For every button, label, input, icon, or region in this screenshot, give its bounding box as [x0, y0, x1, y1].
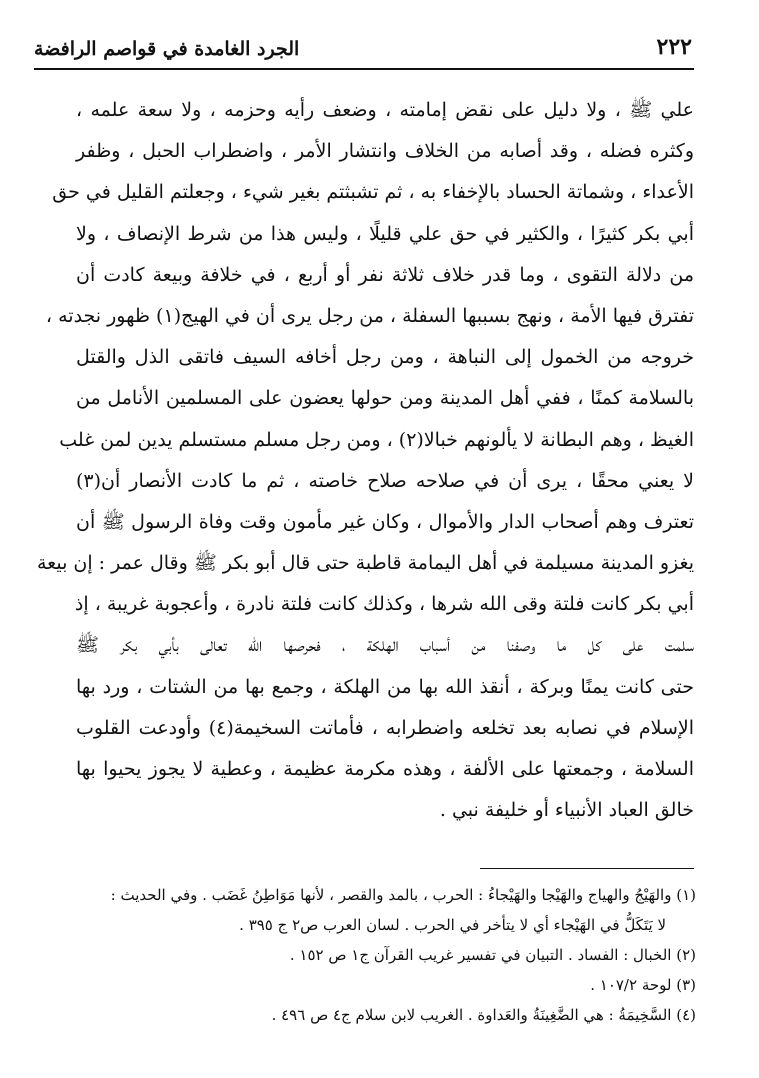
text-line: أبي بكر كثيرًا ، والكثير في حق علي قليلًا ، وليس هذا من شرط الإنصاف ، ولا: [76, 222, 694, 245]
text-line: الإسلام في نصابه بعد تخلعه واضطرابه ، فأماتت السخيمة(٤) وأودعت القلوب: [76, 716, 694, 739]
text-line: أبي بكر كانت فلتة وقى الله شرها ، وكذلك كانت فلتة نادرة ، وأعجوبة غريبة ، إذ: [74, 593, 694, 616]
footnote-2: (٢) الخبال : الفساد . التبيان في تفسير غريب القرآن ج١ ص ١٥٢ .: [289, 946, 696, 964]
text-line: تفترق فيها الأمة ، ونهج بسببها السفلة ، من رجل يرى أن في الهيج(١) ظهور نجدته ،: [45, 304, 694, 327]
text-line: خروجه من الخمول إلى النباهة ، ومن رجل أخافه السيف فاتقى الذل والقتل: [76, 346, 694, 369]
text-line: بالسلامة كمنًا ، ففي أهل المدينة ومن حولها يعضون على المسلمين الأنامل من: [76, 387, 694, 410]
text-line: حتى كانت يمنًا وبركة ، أنقذ الله بها من الهلكة ، وجمع بها من الشتات ، ورد بها: [76, 675, 694, 698]
text-line: الأعداء ، وشماتة الحساد بالإخفاء به ، ثم تشبثتم بغير شيء ، وجعلتم القليل في حق: [52, 181, 694, 204]
text-line: علي ﷺ ، ولا دليل على نقض إمامته ، وضعف رأيه وحزمه ، ولا سعة علمه ،: [76, 99, 694, 121]
footnote-separator: [480, 868, 694, 869]
footnote-3: (٣) لوحة ١٠٧/٢ .: [590, 976, 696, 994]
text-line: من دلالة التقوى ، وما قدر خلاف ثلاثة نفر أو أربع ، في خلافة وبيعة كادت أن: [76, 263, 694, 286]
footnote-4: (٤) السَّخِيمَةُ : هي الضَّغِينَةُ والعَداوة . الغريب لابن سلام ج٤ ص ٤٩٦ .: [271, 1006, 696, 1024]
text-line: وكثره فضله ، وقد أصابه من الخلاف وانتشار الأمر ، واضطراب الحبل ، وظفر: [76, 140, 694, 163]
text-line: تعترف وهم أصحاب الدار والأموال ، وكان غير مأمون وقت وفاة الرسول ﷺ أن: [76, 510, 694, 533]
text-line: الغيظ ، وهم البطانة لا يألونهم خبالا(٢) ، ومن رجل مسلم مستسلم يدين لمن غلب: [59, 428, 694, 451]
page-number: ٢٢٢: [656, 34, 692, 60]
main-text: [36, 90, 694, 831]
running-title: الجرد الغامدة في قواصم الرافضة: [34, 38, 300, 60]
text-line: سلمت على كل ما وصفنا من أسباب الهلكة ، فحرصها الله تعالى بأبي بكر ﷺ: [76, 634, 694, 657]
header-rule: [34, 68, 694, 70]
text-line: لا يعني محقًا ، يرى أن في صلاحه صلاح خاصته ، ثم ما كادت الأنصار أن(٣): [76, 469, 694, 492]
running-header: [34, 34, 692, 64]
text-line: السلامة ، وجمعتها على الألفة ، وهذه مكرمة عظيمة ، وعطية لا يجوز يحيوا بها: [76, 758, 694, 780]
text-line-last: خالق العباد الأنبياء أو خليفة نبي .: [439, 799, 694, 822]
footnote-1: (١) والهَيْجُ والهياج والهَيْجا والهَيْجاءُ : الحرب ، بالمد والقصر ، لأنها مَوَاطِنُ غَضَب . وفي الحديث :: [110, 886, 696, 904]
text-line: يغزو المدينة مسيلمة في أهل اليمامة قاطبة حتى قال أبو بكر ﷺ وقال عمر : إن بيعة: [36, 552, 694, 575]
footnotes: [50, 880, 696, 1030]
footnote-1-continuation: لا يَتَكَلُّ في الهَيْجاء أي لا يتأخر في الحرب . لسان العرب ص٢ ج ٣٩٥ .: [239, 916, 666, 934]
